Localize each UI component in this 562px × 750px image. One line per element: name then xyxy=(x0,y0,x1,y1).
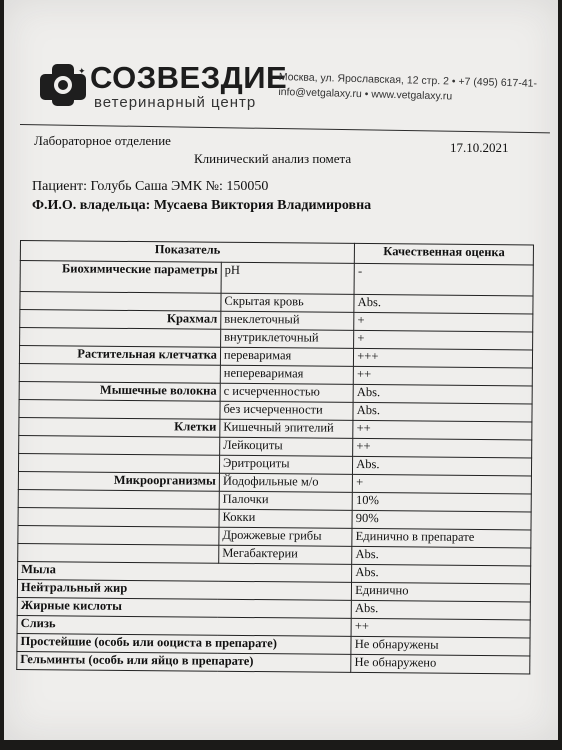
row-group xyxy=(18,543,219,563)
row-param: pH xyxy=(221,262,355,294)
contact-info xyxy=(278,70,537,107)
row-group xyxy=(19,399,220,419)
row-label: Слизь xyxy=(17,615,351,636)
row-group: Биохимические параметры xyxy=(20,261,221,294)
row-value: ++ xyxy=(353,438,532,458)
row-value: ++ xyxy=(351,618,530,638)
row-value: + xyxy=(354,312,533,332)
row-group: Мышечные волокна xyxy=(19,381,220,401)
header-assessment: Качественная оценка xyxy=(355,243,534,265)
row-param: непереваримая xyxy=(220,365,353,384)
patient-line: Пациент: Голубь Саша ЭМК №: 150050 xyxy=(32,179,269,194)
row-group: Растительная клетчатка xyxy=(19,346,220,366)
row-group xyxy=(19,435,220,455)
constellation-logo-icon xyxy=(38,62,94,108)
brand-name: СОЗВЕЗДИЕ xyxy=(90,60,288,95)
row-param: внеклеточный xyxy=(221,311,354,330)
row-value: Не обнаружены xyxy=(351,636,530,656)
contact-line-address: Москва, ул. Ярославская, 12 стр. 2 • +7 (495) 617-41- xyxy=(278,70,538,90)
contact-line-web: info@vetgalaxy.ru • www.vetgalaxy.ru xyxy=(278,85,453,103)
brand-subtitle: ветеринарный центр xyxy=(94,94,257,111)
row-group: Крахмал xyxy=(20,310,221,330)
row-group xyxy=(20,292,221,312)
row-group xyxy=(18,525,219,545)
row-param: без исчерченности xyxy=(220,401,353,420)
row-value: Abs. xyxy=(353,384,532,404)
svg-text:✦: ✦ xyxy=(78,66,86,76)
row-value: Abs. xyxy=(353,456,532,476)
row-label: Жирные кислоты xyxy=(17,597,351,618)
row-param: Мегабактерии xyxy=(219,545,352,564)
row-group xyxy=(19,363,220,383)
row-group xyxy=(18,489,219,509)
row-value: +++ xyxy=(354,348,533,368)
row-value: Abs. xyxy=(353,402,532,422)
row-value: Единично в препарате xyxy=(352,528,531,548)
row-value: Abs. xyxy=(352,546,531,566)
header-indicator: Показатель xyxy=(20,241,354,264)
analysis-table xyxy=(16,240,534,674)
row-label: Гельминты (особь или яйцо в препарате) xyxy=(17,651,351,672)
row-param: переваримая xyxy=(220,347,353,366)
row-value: + xyxy=(354,330,533,350)
row-value: Abs. xyxy=(354,294,533,314)
report-title: Клинический анализ помета xyxy=(194,151,352,166)
row-value: Единично xyxy=(352,582,531,602)
table-row xyxy=(20,261,533,296)
header-divider xyxy=(20,124,550,133)
row-value: Abs. xyxy=(352,564,531,584)
row-group xyxy=(18,453,219,473)
row-param: Йодофильные м/о xyxy=(219,473,352,492)
row-value: Abs. xyxy=(351,600,530,620)
row-param: Палочки xyxy=(219,491,352,510)
row-label: Нейтральный жир xyxy=(17,579,351,600)
row-label: Мыла xyxy=(18,561,352,582)
row-value: 10% xyxy=(352,492,531,512)
row-value: ++ xyxy=(354,366,533,386)
row-value: ++ xyxy=(353,420,532,440)
row-param: внутриклеточный xyxy=(221,329,354,348)
lab-report-paper xyxy=(4,0,558,740)
row-param: Кокки xyxy=(219,509,352,528)
row-group xyxy=(18,507,219,527)
row-param: Кишечный эпителий xyxy=(220,419,353,438)
row-group: Микроорганизмы xyxy=(18,471,219,491)
row-label: Простейшие (особь или ооциста в препарате) xyxy=(17,633,351,654)
row-value: Не обнаружено xyxy=(351,654,530,674)
department-label: Лабораторное отделение xyxy=(34,133,171,148)
row-value: 90% xyxy=(352,510,531,530)
report-date: 17.10.2021 xyxy=(450,140,509,155)
row-group: Клетки xyxy=(19,417,220,437)
row-param: Эритроциты xyxy=(219,455,352,474)
row-value: + xyxy=(353,474,532,494)
row-value: - xyxy=(354,263,533,296)
row-param: с исчерченностью xyxy=(220,383,353,402)
row-param: Дрожжевые грибы xyxy=(219,527,352,546)
owner-line: Ф.И.О. владельца: Мусаева Виктория Владимировна xyxy=(32,198,372,213)
row-param: Скрытая кровь xyxy=(221,293,354,312)
table-row xyxy=(17,651,530,673)
row-group xyxy=(20,328,221,348)
row-param: Лейкоциты xyxy=(220,437,353,456)
